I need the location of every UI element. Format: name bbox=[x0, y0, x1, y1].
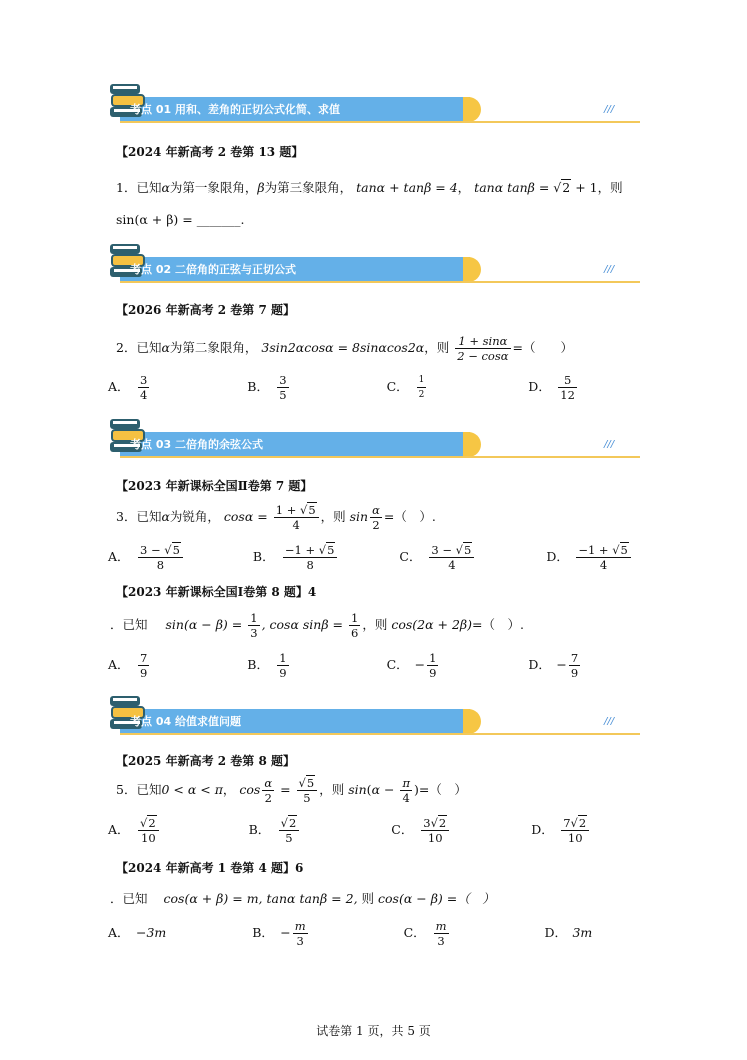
question-4: ．已知 sin(α − β) = $\frac{1}{3}$ , cosα sinβ = $\frac{1}{6}$ ，则 cos(2α + 2β)=（ ）. bbox=[110, 611, 524, 640]
q4-options: A． $\frac{7}{9}$ B． $\frac{1}{9}$ C． − $\frac{1}{9}$ D． − $\frac{7}{9}$ bbox=[108, 651, 579, 680]
section-title: 考点 02 二倍角的正弦与正切公式 bbox=[130, 263, 296, 276]
section-title: 考点 04 给值求值问题 bbox=[130, 715, 241, 728]
section-header-1 bbox=[108, 80, 640, 126]
question-3: 3．已知α为锐角， cosα = $\frac{1 + √5}{4}$ ，则 sin $\frac{\alpha}{2}$ =（ ）. bbox=[116, 503, 436, 532]
section-title: 考点 01 用和、差角的正切公式化简、求值 bbox=[130, 103, 340, 116]
question-5: 5．已知0 < α < π， cos $\frac{\alpha}{2}$ = $\frac{√5}{5}$ ，则 sin(α − $\frac{\pi}{4}$ )=（ ） bbox=[116, 776, 467, 805]
source-label: 【2023 年新课标全国Ⅱ卷第 7 题】 bbox=[116, 479, 313, 493]
q2-options: A． $\frac{3}{4}$ B． $\frac{3}{5}$ C． $\frac{1}{2}$ D． $\frac{5}{12}$ bbox=[108, 373, 575, 402]
source-label: 【2026 年新高考 2 卷第 7 题】 bbox=[116, 303, 295, 317]
section-title: 考点 03 二倍角的余弦公式 bbox=[130, 438, 263, 451]
question-2: 2．已知α为第二象限角， 3sin2αcosα = 8sinαcos2α，则 $\frac{1 + \sin\alpha}{2 - \cos\alpha}$ =（ ） bbox=[116, 334, 573, 363]
section-slash: /// bbox=[604, 264, 615, 275]
source-label: 【2023 年新课标全国Ⅰ卷第 8 题】4 bbox=[116, 585, 317, 599]
q3-options: A． $\frac{3 - √5}{8}$ B． $\frac{-1 + √5}{8}$ C． $\frac{3 - √5}{4}$ D． $\frac{-1 + √5}{4}$ bbox=[108, 543, 633, 572]
question-1-blank: sin(α + β) = _______. bbox=[116, 212, 245, 227]
source-label: 【2024 年新高考 1 卷第 4 题】6 bbox=[116, 861, 304, 875]
q5-options: A． $\frac{√2}{10}$ B． $\frac{√2}{5}$ C． $\frac{3√2}{10}$ D． $\frac{7√2}{10}$ bbox=[108, 816, 591, 845]
section-slash: /// bbox=[604, 104, 615, 115]
section-header-4 bbox=[108, 692, 640, 738]
section-header-3 bbox=[108, 415, 640, 461]
section-header-2 bbox=[108, 240, 640, 286]
source-label: 【2024 年新高考 2 卷第 13 题】 bbox=[116, 145, 304, 159]
question-1: 1．已知α为第一象限角，β为第三象限角， tanα + tanβ = 4， tanα tanβ = √2 + 1，则 bbox=[116, 180, 623, 195]
source-label: 【2025 年新高考 2 卷第 8 题】 bbox=[116, 754, 295, 768]
section-slash: /// bbox=[604, 439, 615, 450]
page-footer: 试卷第 1 页，共 5 页 bbox=[316, 1024, 431, 1038]
q6-options: A． −3m B． − $\frac{m}{3}$ C． $\frac{m}{3}$ D． 3m bbox=[108, 919, 593, 948]
question-6: ．已知 cos(α + β) = m, tanα tanβ = 2, 则 cos(α − β) =（ ） bbox=[110, 891, 495, 906]
section-slash: /// bbox=[604, 716, 615, 727]
